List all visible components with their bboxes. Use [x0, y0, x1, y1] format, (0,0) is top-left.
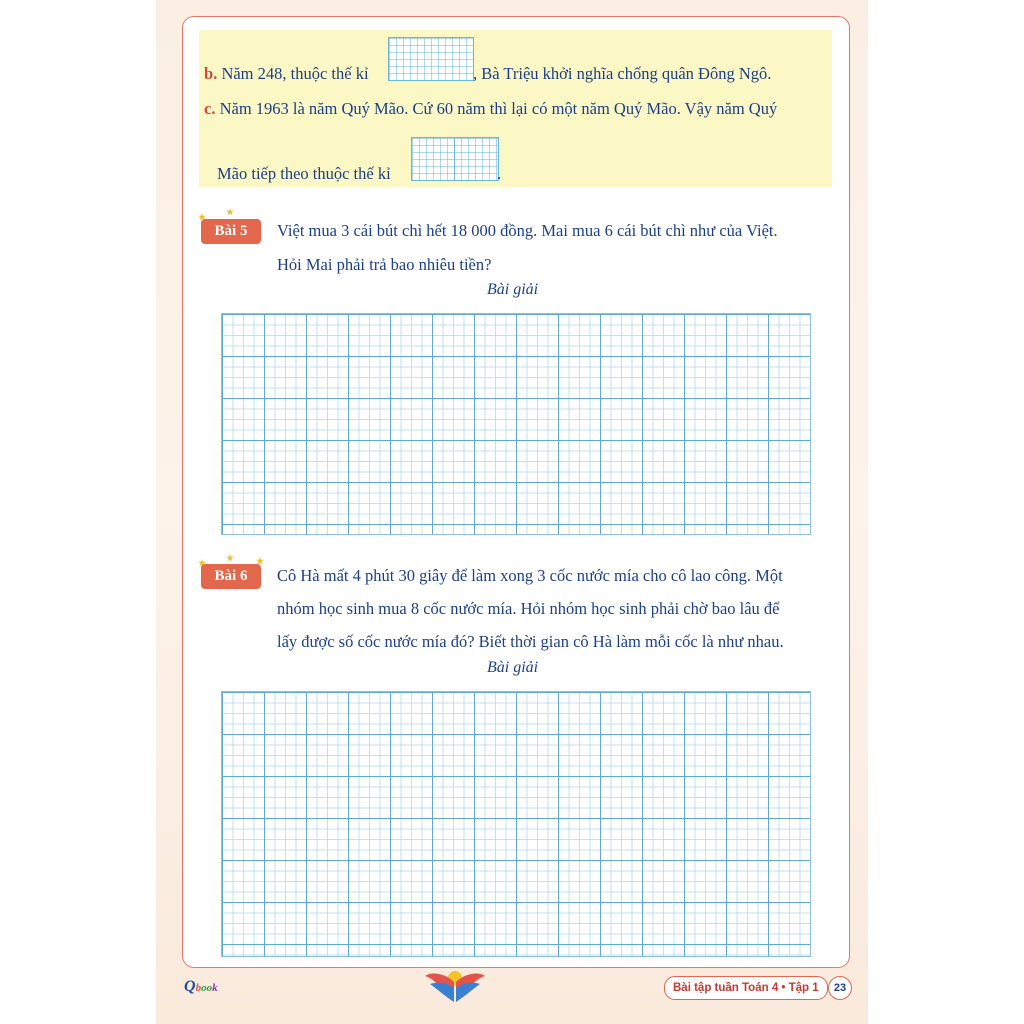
item-b-letter: b. [204, 64, 218, 83]
item-b-after: , Bà Triệu khởi nghĩa chống quân Đông Ngô. [473, 64, 772, 83]
page-number: 23 [828, 976, 852, 1000]
book-title-badge: Bài tập tuần Toán 4 • Tập 1 [664, 976, 828, 1000]
answer-box-c-divider [454, 138, 455, 180]
logo-oo: oo [201, 982, 213, 994]
item-b [204, 64, 369, 84]
item-b-text: Năm 248, thuộc thế kỉ [221, 64, 369, 83]
bai-5-badge: Bài 5 [201, 219, 261, 244]
bai-5-answer-grid[interactable] [221, 313, 811, 535]
logo-q-letter: Q [184, 978, 196, 995]
publisher-logo [184, 978, 218, 996]
bai-5-solution-label: Bài giải [487, 281, 539, 298]
item-c-text: Năm 1963 là năm Quý Mão. Cứ 60 năm thì lại có một năm Quý Mão. Vậy năm Quý [219, 99, 778, 118]
answer-box-b[interactable] [388, 37, 474, 81]
bai-5-line-2: Hỏi Mai phải trả bao nhiêu tiền? [277, 255, 492, 274]
bai-6-solution-label: Bài giải [487, 659, 539, 676]
bai-6-badge: Bài 6 [201, 564, 261, 589]
item-c-letter: c. [204, 99, 216, 118]
item-c [204, 99, 777, 119]
logo-b: b [195, 982, 202, 994]
logo-k: k [212, 982, 218, 994]
bai-6-answer-grid[interactable] [221, 691, 811, 957]
answer-box-c[interactable] [411, 137, 499, 181]
bai-5-line-1: Việt mua 3 cái bút chì hết 18 000 đồng. Mai mua 6 cái bút chì như của Việt. [277, 221, 778, 240]
bai-6-line-2: nhóm học sinh mua 8 cốc nước mía. Hỏi nhóm học sinh phải chờ bao lâu để [277, 599, 780, 618]
wings-emblem-icon [424, 968, 486, 1006]
item-c-end: . [497, 164, 502, 183]
item-c-line2: Mão tiếp theo thuộc thế kỉ [217, 164, 391, 183]
bai-6-line-1: Cô Hà mất 4 phút 30 giây để làm xong 3 cốc nước mía cho cô lao công. Một [277, 566, 783, 585]
bai-6-line-3: lấy được số cốc nước mía đó? Biết thời gian cô Hà làm mỗi cốc là như nhau. [277, 632, 784, 651]
